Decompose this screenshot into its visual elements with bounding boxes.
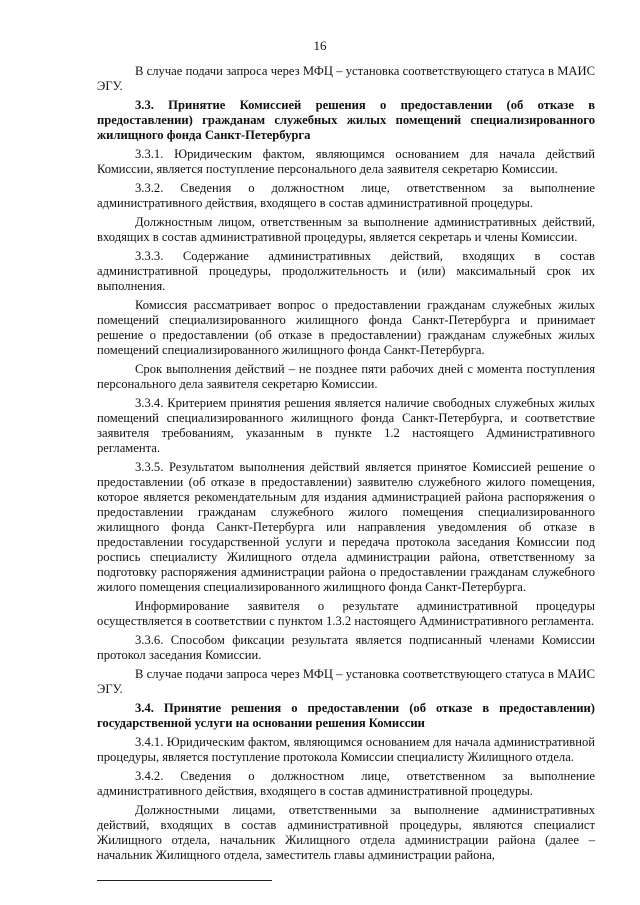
paragraph-informing: Информирование заявителя о результате административной процедуры осуществляется в соответствии с пунктом 1.3.2 настоящего Административного регламента. bbox=[97, 599, 595, 628]
paragraph-3-3-5: 3.3.5. Результатом выполнения действий является принятое Комиссией решение о предоставлении (об отказе в предоставлении) заявителю служебного жилого помещения, которое является рекомендательным для издания администрацией района распоряжения о предоставлении гражданам служебного жилого помещения специализированного жилищного фонда Санкт-Петербурга или направления уведомления об отказе в предоставлении государственной услуги и передача протокола заседания Комиссии под роспись специалисту Жилищного отдела администрации района, ответственному за подготовку распоряжения администрации района о предоставлении гражданам служебного жилого помещения специализированного жилищного фонда Санкт-Петербурга. bbox=[97, 460, 595, 594]
paragraph-3-3-2: 3.3.2. Сведения о должностном лице, ответственном за выполнение административного действия, входящего в состав административной процедуры. bbox=[97, 181, 595, 210]
paragraph-3-3-4: 3.3.4. Критерием принятия решения является наличие свободных служебных жилых помещений специализированного жилищного фонда Санкт-Петербурга, и соответствие заявителя требованиям, указанным в пункте 1.2 настоящего Административного регламента. bbox=[97, 396, 595, 455]
paragraph-3-4-1: 3.4.1. Юридическим фактом, являющимся основанием для начала административной процедуры, является поступление протокола Комиссии специалисту Жилищного отдела. bbox=[97, 735, 595, 764]
paragraph-3-4-2: 3.4.2. Сведения о должностном лице, ответственном за выполнение административного действия, входящего в состав административной процедуры. bbox=[97, 769, 595, 798]
paragraph-3-3-1: 3.3.1. Юридическим фактом, являющимся основанием для начала действий Комиссии, является поступление персонального дела заявителя секретарю Комиссии. bbox=[97, 147, 595, 176]
section-heading-3-3: 3.3. Принятие Комиссией решения о предоставлении (об отказе в предоставлении) гражданам служебных жилых помещений специализированного жилищного фонда Санкт-Петербурга bbox=[97, 98, 595, 142]
paragraph-deadline: Срок выполнения действий – не позднее пяти рабочих дней с момента поступления персонального дела заявителя секретарю Комиссии. bbox=[97, 362, 595, 391]
paragraph-commission-review: Комиссия рассматривает вопрос о предоставлении гражданам служебных жилых помещений специализированного жилищного фонда Санкт-Петербурга и принимает решение о предоставлении (об отказе в предоставлении) гражданам служебных жилых помещений специализированного жилищного фонда Санкт-Петербурга. bbox=[97, 298, 595, 357]
page-number: 16 bbox=[313, 38, 327, 53]
paragraph-mfc-status-1: В случае подачи запроса через МФЦ – установка соответствующего статуса в МАИС ЭГУ. bbox=[97, 64, 595, 93]
footnote-divider bbox=[97, 880, 272, 881]
section-heading-3-4: 3.4. Принятие решения о предоставлении (об отказе в предоставлении) государственной услуги на основании решения Комиссии bbox=[97, 701, 595, 730]
paragraph-mfc-status-2: В случае подачи запроса через МФЦ – установка соответствующего статуса в МАИС ЭГУ. bbox=[97, 667, 595, 696]
paragraph-responsible-officer: Должностным лицом, ответственным за выполнение административных действий, входящих в состав административной процедуры, является секретарь и члены Комиссии. bbox=[97, 215, 595, 244]
paragraph-responsible-officers: Должностными лицами, ответственными за выполнение административных действий, входящих в состав административной процедуры, являются специалист Жилищного отдела, начальник Жилищного отдела администрации района (далее – начальник Жилищного отдела, заместитель главы администрации района, bbox=[97, 803, 595, 862]
document-body bbox=[97, 64, 595, 865]
paragraph-3-3-6: 3.3.6. Способом фиксации результата является подписанный членами Комиссии протокол заседания Комиссии. bbox=[97, 633, 595, 662]
paragraph-3-3-3: 3.3.3. Содержание административных действий, входящих в состав административной процедуры, продолжительность и (или) максимальный срок их выполнения. bbox=[97, 249, 595, 293]
